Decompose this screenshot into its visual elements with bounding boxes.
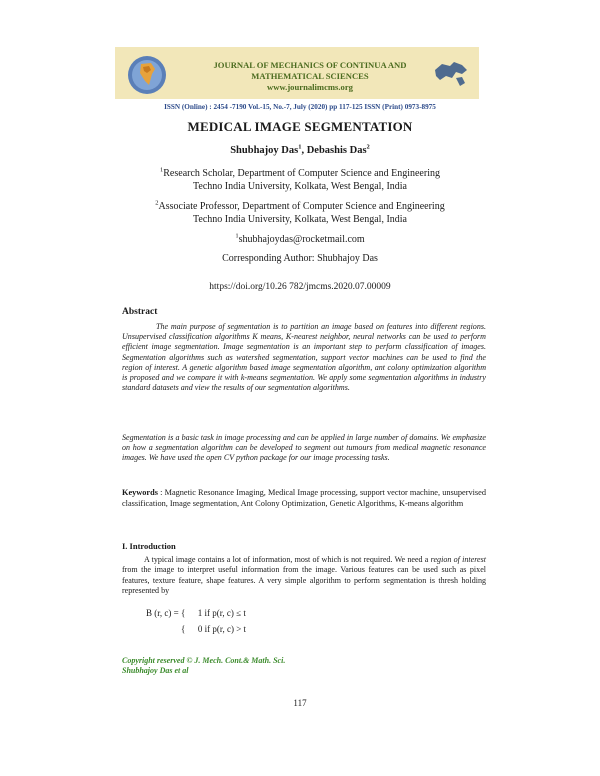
keywords-text: : Magnetic Resonance Imaging, Medical Image processing, support vector machine, unsupervised classification, Image segmentation, Ant Colony Optimization, Genetic Algorithms, K-means algorithm [122,488,486,508]
aff1-line1: Research Scholar, Department of Computer Science and Engineering [163,168,440,179]
affiliation-1 [0,168,600,193]
equation-brace-2: { [181,624,186,634]
journal-title [180,60,440,93]
abstract-paragraph-1 [122,322,486,393]
author-1: Shubhajoy Das [230,145,299,156]
footer-authors: Shubhajoy Das et al [122,666,189,675]
aff2-line2: Techno India University, Kolkata, West Bengal, India [193,213,407,225]
intro-paragraph [122,555,486,596]
journal-title-line1: JOURNAL OF MECHANICS OF CONTINUA AND [213,60,407,70]
copyright-footer [122,656,285,676]
aff2-line1: Associate Professor, Department of Computer Science and Engineering [158,201,445,212]
author-2-sup: 2 [366,143,370,151]
intro-text-start: A typical image contains a lot of information, most of which is not required. We need a [144,555,431,564]
equation-case-2: 0 if p(r, c) > t [197,624,247,634]
copyright-text: Copyright reserved © J. Mech. Cont.& Math. Sci. [122,656,286,665]
author-email [0,234,600,247]
keywords-label: Keywords [122,488,158,497]
issn-line: ISSN (Online) : 2454 -7190 Vol.-15, No.-7, July (2020) pp 117-125 ISSN (Print) 0973-8975 [164,103,436,111]
email-sup: 1 [235,232,239,240]
aff1-line2: Techno India University, Kolkata, West Bengal, India [193,180,407,192]
author-1-sup: 1 [298,143,302,151]
journal-title-line2: MATHEMATICAL SCIENCES [251,71,369,81]
equation-line-1 [146,608,246,618]
corresponding-author: Corresponding Author: Shubhajoy Das [222,253,378,264]
intro-text-end: from the image to interpret useful information from the image. Various features can be used such as pixel features, texture feature, shape features. A very simple algorithm to perform segmentation is thresh holding represented by [122,565,486,595]
email-address[interactable]: shubhajoydas@rocketmail.com [238,234,365,245]
abstract-p1-text: The main purpose of segmentation is to partition an image based on features into different regions. Unsupervised classification algorithms K means, K-nearest neighbor, neural networks can be used to perform efficient image segmentation. Image segmentation is an important step to perform classification of images. Segmentation algorithms such as watershed segmentation, support vector machines can be used to find the region of interest. A genetic algorithm based image segmentation algorithm, ant colony optimization algorithm is proposed and we compare it with k-means segmentation. We apply some segmentation algorithms in industry standard datasets and view the results of our segmentation algorithms. [122,322,486,393]
paper-title: MEDICAL IMAGE SEGMENTATION [187,119,413,134]
equation-case-1: 1 if p(r, c) ≤ t [197,608,246,618]
author-list [0,145,600,156]
abstract-paragraph-2: Segmentation is a basic task in image processing and can be applied in large number of domains. We emphasize on how a segmentation algorithm can be developed to segment out tumours from medical magnetic resonance images. We have used the open CV python package for our image processing tasks. [122,433,486,463]
intro-text-italic: region of interest [430,555,486,564]
aff1-sup: 1 [160,166,164,174]
doi-link[interactable]: https://doi.org/10.26 782/jmcms.2020.07.00009 [209,282,391,292]
india-map-logo [127,55,167,95]
equation-line-2 [181,624,246,634]
author-separator: , [301,145,307,156]
equation-lhs: B (r, c) = { [146,608,186,618]
aff2-sup: 2 [155,199,159,207]
journal-url[interactable]: www.journalimcms.org [267,82,353,92]
intro-heading: I. Introduction [122,541,176,551]
abstract-heading: Abstract [122,307,158,317]
keywords [122,488,486,509]
affiliation-2 [0,201,600,226]
page-number: 117 [293,698,307,708]
author-2: Debashis Das [306,145,367,156]
